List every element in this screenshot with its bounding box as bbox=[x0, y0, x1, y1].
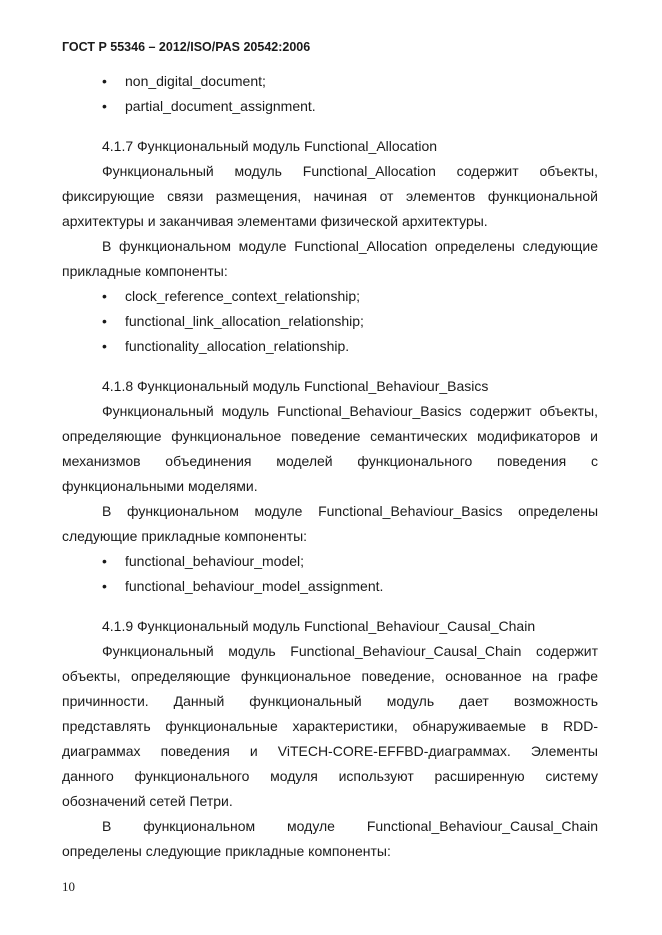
paragraph-line: функциональными моделями. bbox=[62, 478, 258, 494]
section-heading: 4.1.9 Функциональный модуль Functional_Behaviour_Causal_Chain bbox=[102, 618, 536, 634]
paragraph-line: следующие прикладные компоненты: bbox=[62, 528, 308, 544]
paragraph-line: объекты, определяющие функциональное поведение, основанное на графе bbox=[62, 668, 598, 684]
list-bullet: • bbox=[102, 553, 107, 569]
paragraph-line: данного функционального модуля используют расширенную систему bbox=[62, 768, 598, 784]
list-item: non_digital_document; bbox=[125, 73, 266, 89]
list-item: clock_reference_context_relationship; bbox=[125, 288, 361, 304]
list-bullet: • bbox=[102, 313, 107, 329]
list-item: functionality_allocation_relationship. bbox=[125, 338, 350, 354]
document-header: ГОСТ Р 55346 – 2012/ISO/PAS 20542:2006 bbox=[62, 40, 311, 54]
paragraph-line: Функциональный модуль Functional_Behaviour_Basics содержит объекты, bbox=[102, 403, 598, 419]
list-bullet: • bbox=[102, 288, 107, 304]
list-item: functional_behaviour_model_assignment. bbox=[125, 578, 384, 594]
paragraph-line: фиксирующие связи размещения, начиная от элементов функциональной bbox=[62, 188, 598, 204]
paragraph-line: архитектуры и заканчивая элементами физической архитектуры. bbox=[62, 213, 488, 229]
list-item: functional_behaviour_model; bbox=[125, 553, 305, 569]
list-bullet: • bbox=[102, 338, 107, 354]
list-item: partial_document_assignment. bbox=[125, 98, 316, 114]
paragraph-line: В функциональном модуле Functional_Behaviour_Basics определены bbox=[102, 503, 598, 519]
list-bullet: • bbox=[102, 578, 107, 594]
section-heading: 4.1.8 Функциональный модуль Functional_Behaviour_Basics bbox=[102, 378, 489, 394]
paragraph-line: диаграммах поведения и ViTECH-CORE-EFFBD-диаграммах. Элементы bbox=[62, 743, 598, 759]
paragraph-line: определяющие функциональное поведение семантических модификаторов и bbox=[62, 428, 598, 444]
paragraph-line: В функциональном модуле Functional_Behaviour_Causal_Chain bbox=[102, 818, 598, 834]
paragraph-line: представлять функциональные характеристики, обнаруживаемые в RDD- bbox=[62, 718, 598, 734]
paragraph-line: В функциональном модуле Functional_Allocation определены следующие bbox=[102, 238, 598, 254]
paragraph-line: определены следующие прикладные компоненты: bbox=[62, 843, 391, 859]
paragraph-line: Функциональный модуль Functional_Behaviour_Causal_Chain содержит bbox=[102, 643, 598, 659]
list-bullet: • bbox=[102, 73, 107, 89]
page-number: 10 bbox=[62, 879, 75, 894]
paragraph-line: причинности. Данный функциональный модуль дает возможность bbox=[62, 693, 598, 709]
paragraph-line: прикладные компоненты: bbox=[62, 263, 228, 279]
list-bullet: • bbox=[102, 98, 107, 114]
paragraph-line: обозначений сетей Петри. bbox=[62, 793, 233, 809]
list-item: functional_link_allocation_relationship; bbox=[125, 313, 364, 329]
section-heading: 4.1.7 Функциональный модуль Functional_Allocation bbox=[102, 138, 438, 154]
paragraph-line: Функциональный модуль Functional_Allocation содержит объекты, bbox=[102, 163, 598, 179]
paragraph-line: механизмов объединения моделей функционального поведения с bbox=[62, 453, 598, 469]
